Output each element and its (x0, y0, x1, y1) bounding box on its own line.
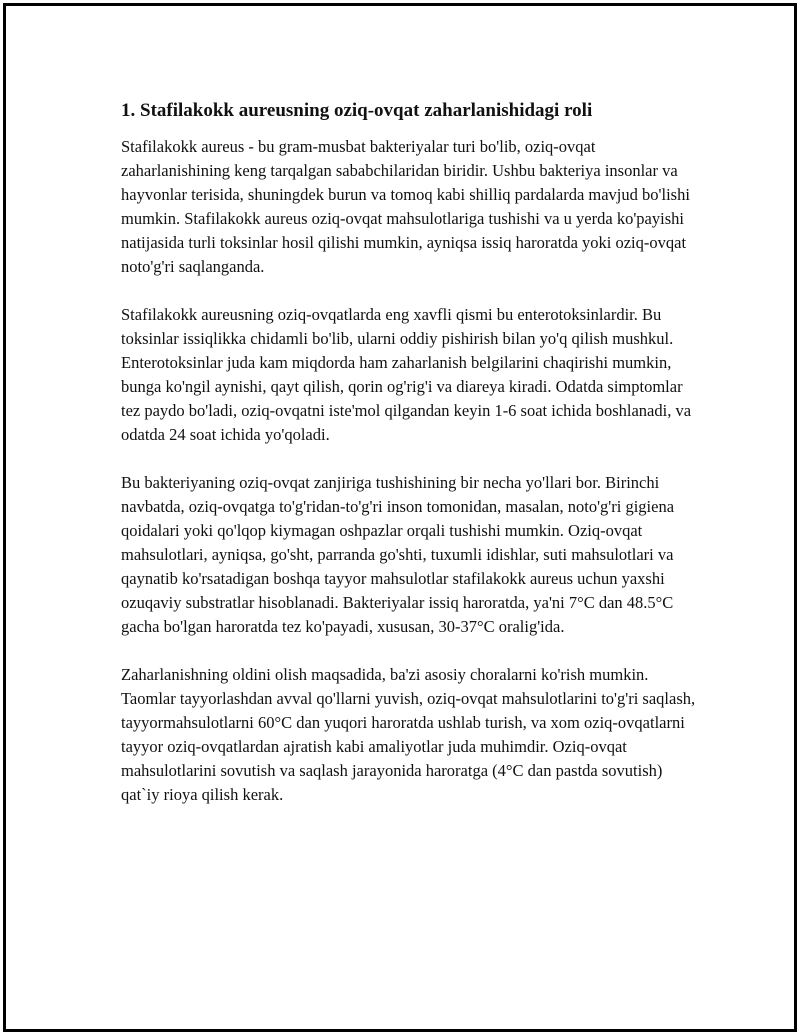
document-body (121, 99, 696, 831)
document-title: 1. Stafilakokk aureusning oziq-ovqat zaharlanishidagi roli (121, 100, 593, 121)
paragraph-2: Stafilakokk aureusning oziq-ovqatlarda eng xavfli qismi bu enterotoksinlardir. Bu toksinlar issiqlikka chidamli bo'lib, ularni oddiy pishirish bilan yo'q qilish mushkul. Enterotoksinlar juda kam miqdorda ham zaharlanish belgilarini chaqirishi mumkin, bunga ko'ngil aynishi, qayt qilish, qorin og'rig'i va diareya kiradi. Odatda simptomlar tez paydo bo'ladi, oziq-ovqatni iste'mol qilgandan keyin 1-6 soat ichida boshlanadi, va odatda 24 soat ichida yo'qoladi. (121, 305, 692, 444)
page-frame (3, 3, 797, 1032)
paragraph-4: Zaharlanishning oldini olish maqsadida, ba'zi asosiy choralarni ko'rish mumkin. Taomlar tayyorlashdan avval qo'llarni yuvish, oziq-ovqat mahsulotlarini to'g'ri saqlash, tayyormahsulotlarni 60°C dan yuqori haroratda ushlab turish, va xom oziq-ovqatlarni tayyor oziq-ovqatlardan ajratish kabi amaliyotlar juda muhimdir. Oziq-ovqat mahsulotlarini sovutish va saqlash jarayonida haroratga (4°C dan pastda sovutish) qat`iy rioya qilish kerak. (121, 665, 696, 804)
paragraph-3: Bu bakteriyaning oziq-ovqat zanjiriga tushishining bir necha yo'llari bor. Birinchi navbatda, oziq-ovqatga to'g'ridan-to'g'ri inson tomonidan, masalan, noto'g'ri gigiena qoidalari yoki qo'lqop kiymagan oshpazlar orqali tushishi mumkin. Oziq-ovqat mahsulotlari, ayniqsa, go'sht, parranda go'shti, tuxumli idishlar, suti mahsulotlari va qaynatib ko'rsatadigan boshqa tayyor mahsulotlar stafilakokk aureus uchun yaxshi ozuqaviy substratlar hisoblanadi. Bakteriyalar issiq haroratda, ya'ni 7°C dan 48.5°C gacha bo'lgan haroratda tez ko'payadi, xususan, 30-37°C oralig'ida. (121, 473, 675, 636)
paragraph-1: Stafilakokk aureus - bu gram-musbat bakteriyalar turi bo'lib, oziq-ovqat zaharlanishining keng tarqalgan sababchilaridan biridir. Ushbu bakteriya insonlar va hayvonlar terisida, shuningdek burun va tomoq kabi shilliq pardalarda mavjud bo'lishi mumkin. Stafilakokk aureus oziq-ovqat mahsulotlariga tushishi va u yerda ko'payishi natijasida turli toksinlar hosil qilishi mumkin, ayniqsa issiq haroratda yoki oziq-ovqat noto'g'ri saqlanganda. (121, 137, 690, 276)
